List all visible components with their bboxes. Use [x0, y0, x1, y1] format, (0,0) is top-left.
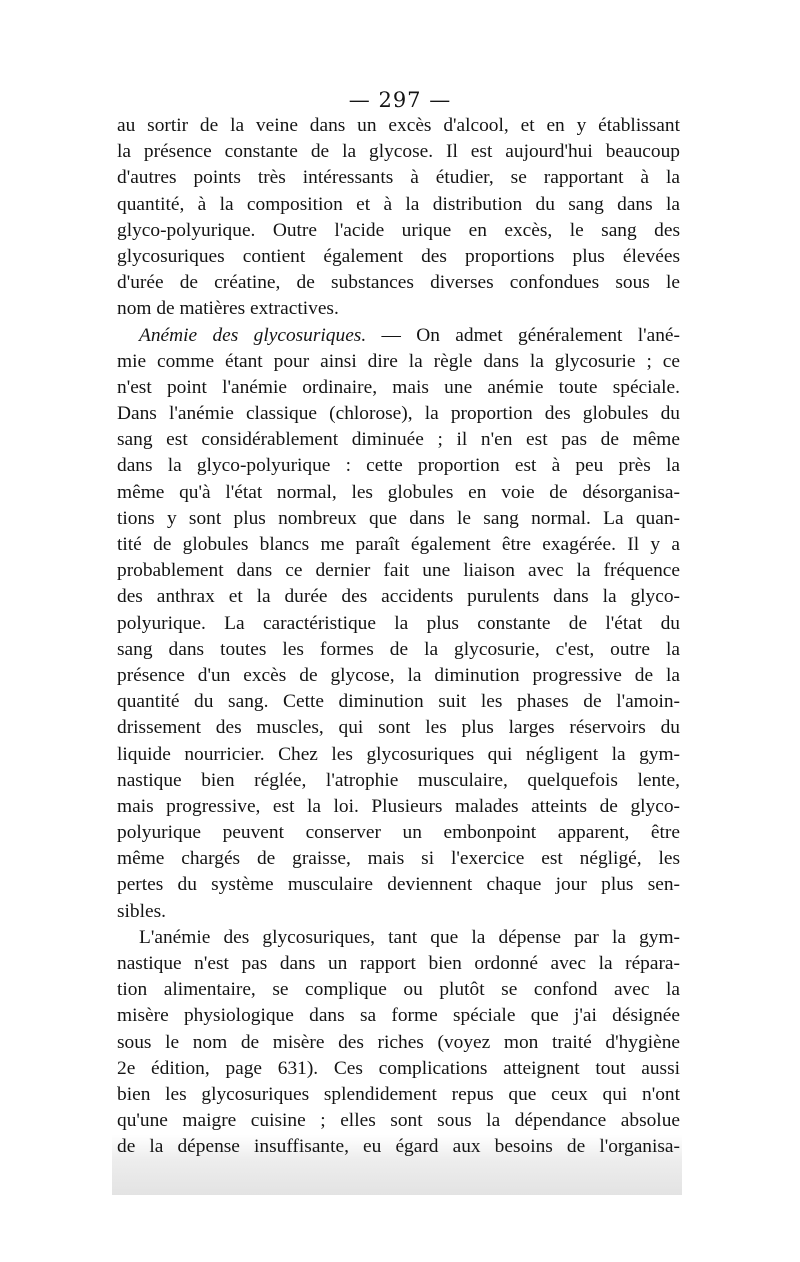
text-line: sang dans toutes les formes de la glycosurie, c'est, outre la [117, 638, 680, 660]
text-line: sous le nom de misère des riches (voyez mon traité d'hygiène [117, 1031, 680, 1053]
text-line: liquide nourricier. Chez les glycosuriques qui négligent la gym- [117, 743, 680, 765]
text-line: des anthrax et la durée des accidents purulents dans la glyco- [117, 586, 680, 608]
text-line: qu'une maigre cuisine ; elles sont sous la dépendance absolue [117, 1110, 680, 1132]
text-line: misère physiologique dans sa forme spéciale que j'ai désignée [117, 1005, 680, 1027]
text-line: la présence constante de la glycose. Il est aujourd'hui beaucoup [117, 141, 680, 163]
text-line: quantité du sang. Cette diminution suit les phases de l'amoin- [117, 691, 680, 713]
text-line: présence d'un excès de glycose, la diminution progressive de la [117, 664, 680, 686]
text-line: même chargés de graisse, mais si l'exercice est négligé, les [117, 848, 680, 870]
text-line [117, 323, 680, 349]
body-text [117, 113, 680, 1161]
page-number: — 297 — [348, 88, 452, 112]
text-line: nom de matières extractives. [117, 298, 339, 320]
text-line: mie comme étant pour ainsi dire la règle dans la glycosurie ; ce [117, 350, 680, 372]
text-line: sibles. [117, 900, 167, 922]
paragraph [117, 113, 680, 323]
section-heading: Anémie des glycosuriques. [139, 324, 367, 346]
text-line: même qu'à l'état normal, les globules en voie de désorganisa- [117, 481, 680, 503]
text-line: dans la glyco-polyurique : cette proportion est à peu près la [117, 455, 680, 477]
text-line: au sortir de la veine dans un excès d'alcool, et en y établissant [117, 115, 680, 136]
text-line: polyurique peuvent conserver un embonpoint apparent, être [117, 822, 680, 844]
text-line: polyurique. La caractéristique la plus constante de l'état du [117, 612, 680, 634]
text-line: sang est considérablement diminuée ; il n'en est pas de même [117, 429, 680, 451]
text-line: d'urée de créatine, de substances diverses confondues sous le [117, 272, 680, 294]
text-line: tion alimentaire, se complique ou plutôt se confond avec la [117, 979, 680, 1001]
text-line: d'autres points très intéressants à étudier, se rapportant à la [117, 167, 680, 189]
text-line: probablement dans ce dernier fait une liaison avec la fréquence [117, 560, 680, 582]
text-line: mais progressive, est la loi. Plusieurs malades atteints de glyco- [117, 795, 680, 817]
text-line: n'est point l'anémie ordinaire, mais une anémie toute spéciale. [117, 376, 680, 398]
text-line: Dans l'anémie classique (chlorose), la proportion des globules du [117, 403, 680, 425]
text-line: bien les glycosuriques splendidement repus que ceux qui n'ont [117, 1083, 680, 1105]
text-fragment: — On admet généralement l'ané- [366, 324, 680, 346]
text-line: L'anémie des glycosuriques, tant que la dépense par la gym- [139, 926, 680, 948]
paragraph [117, 323, 680, 925]
text-line: nastique bien réglée, l'atrophie musculaire, quelquefois lente, [117, 769, 680, 791]
text-line: 2e édition, page 631). Ces complications atteignent tout aussi [117, 1057, 680, 1079]
text-line: tions y sont plus nombreux que dans le sang normal. La quan- [117, 507, 680, 529]
text-line: pertes du système musculaire deviennent chaque jour plus sen- [117, 874, 680, 896]
text-line: nastique n'est pas dans un rapport bien ordonné avec la répara- [117, 953, 680, 974]
text-line: de la dépense insuffisante, eu égard aux besoins de l'organisa- [117, 1136, 680, 1158]
text-line: drissement des muscles, qui sont les plus larges réservoirs du [117, 717, 680, 739]
text-line: glycosuriques contient également des proportions plus élevées [117, 245, 680, 267]
text-line: tité de globules blancs me paraît également être exagérée. Il y a [117, 534, 680, 555]
text-line: glyco-polyurique. Outre l'acide urique en excès, le sang des [117, 219, 680, 241]
paragraph [117, 925, 680, 1161]
text-line: quantité, à la composition et à la distribution du sang dans la [117, 193, 680, 215]
